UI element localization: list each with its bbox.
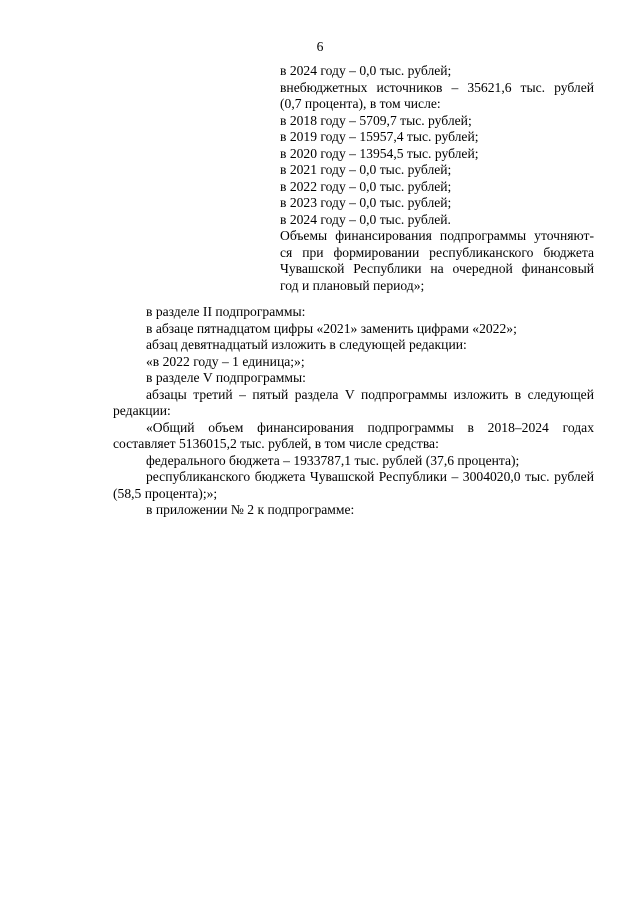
funding-line: в 2022 году – 0,0 тыс. рублей; — [280, 178, 452, 194]
funding-line: в 2021 году – 0,0 тыс. рублей; — [280, 162, 452, 177]
paragraph: федерального бюджета – 1933787,1 тыс. рублей (37,6 процента); — [146, 452, 520, 468]
paragraph: «Общий объем финансирования подпрограммы в 2018–2024 годах составляет 5136015,2 тыс. рублей, в том числе средства: — [113, 419, 594, 451]
paragraph: в приложении № 2 к подпрограмме: — [146, 502, 355, 517]
funding-line: внебюджетных источников – 35621,6 тыс. рублей — [280, 79, 594, 95]
paragraph: республиканского бюджета Чувашской Республики – 3004020,0 тыс. рублей (58,5 процента);»; — [113, 469, 594, 501]
page-number: 6 — [316, 39, 324, 54]
funding-line: в 2019 году – 15957,4 тыс. рублей; — [280, 129, 479, 144]
paragraph: в разделе V подпрограммы: — [146, 370, 306, 385]
paragraph: в разделе II подпрограммы: — [146, 304, 306, 319]
paragraph: в абзаце пятнадцатом цифры «2021» заменить цифрами «2022»; — [146, 320, 517, 336]
funding-line: в 2024 году – 0,0 тыс. рублей; — [280, 63, 452, 78]
paragraph: «в 2022 году – 1 единица;»; — [146, 353, 305, 369]
paragraph: абзац девятнадцатый изложить в следующей редакции: — [146, 337, 467, 352]
funding-line: в 2020 году – 13954,5 тыс. рублей; — [280, 145, 479, 161]
funding-line: в 2018 году – 5709,7 тыс. рублей; — [280, 112, 472, 128]
funding-note-line: Объемы финансирования подпрограммы уточняют- — [280, 228, 594, 243]
funding-line: (0,7 процента), в том числе: — [280, 96, 441, 111]
funding-note-line: Чувашской Республики на очередной финансовый — [280, 261, 594, 276]
amendments-text — [113, 304, 594, 519]
funding-sources-block — [280, 63, 594, 294]
funding-line: в 2024 году – 0,0 тыс. рублей. — [280, 211, 451, 227]
paragraph: абзацы третий – пятый раздела V подпрограммы изложить в следующей редакции: — [113, 386, 594, 418]
funding-note-line: год и плановый период»; — [280, 277, 425, 293]
funding-note-line: ся при формировании республиканского бюджета — [280, 244, 594, 260]
funding-line: в 2023 году – 0,0 тыс. рублей; — [280, 195, 452, 210]
